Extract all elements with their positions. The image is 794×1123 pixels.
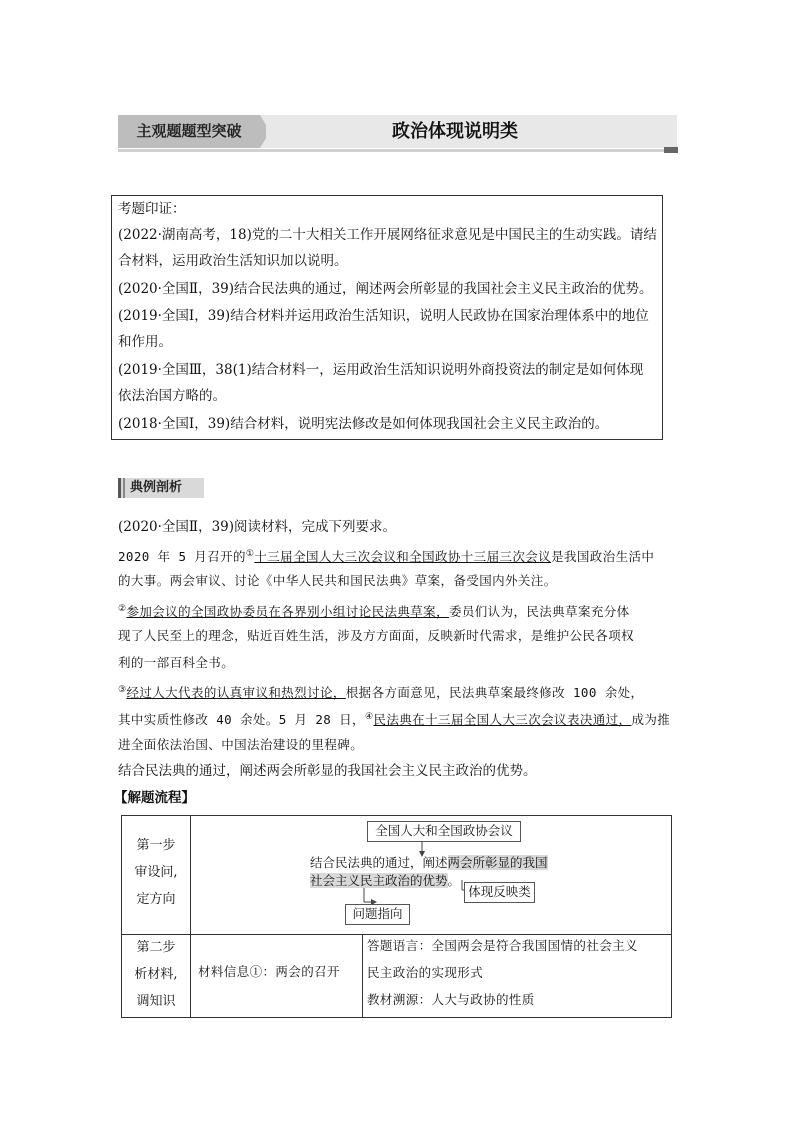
material-paragraph-3b — [118, 708, 670, 729]
banner-tab-label: 主观题题型突破 — [136, 122, 242, 140]
material-paragraph-2b: 现了人民至上的理念，贴近百姓生活，涉及方方面面，反映新时代需求，是维护公民各项权 — [118, 628, 635, 643]
flow-question-highlight: 两会所彰显 — [447, 855, 511, 870]
table-divider — [122, 934, 671, 935]
material-info: 材料信息①：两会的召开 — [198, 964, 340, 979]
answer-language-line2: 民主政治的实现形式 — [367, 965, 484, 980]
exam-line-7: 依法治国方略的。 — [118, 388, 226, 404]
marker-4: ④ — [364, 712, 374, 722]
material-text: 成为推 — [631, 712, 671, 728]
underlined-phrase-4: 民法典在十三届全国人大三次会议表决通过， — [373, 712, 632, 728]
section-tag-label: 典例剖析 — [130, 480, 183, 495]
step1-line3: 定方向 — [136, 892, 176, 907]
flow-question-text: 。 — [447, 873, 461, 888]
exam-line-6: (2019·全国Ⅲ，38(1)结合材料一，运用政治生活知识说明外商投资法的制定是如何体现 — [118, 362, 644, 378]
flow-question-highlight: 社会主义民主政治的优势 — [310, 873, 448, 888]
banner-underline — [118, 149, 667, 152]
material-paragraph-1a — [118, 545, 654, 566]
material-text: 是我国政治生活中 — [551, 549, 655, 565]
step2-line3: 调知识 — [136, 994, 176, 1009]
banner-end-mark — [664, 147, 678, 153]
section-tag-bar-thin — [123, 478, 125, 498]
step1-line2: 审设问, — [134, 865, 178, 880]
flow-right-box: 体现反映类 — [464, 882, 535, 903]
material-text: 委员们认为，民法典草案充分体 — [448, 604, 630, 620]
flow-question-line2 — [310, 872, 460, 890]
exam-line-3: (2020·全国Ⅱ，39)结合民法典的通过，阐述两会所彰显的我国社会主义民主政治的优势。 — [118, 281, 653, 297]
underlined-phrase-3: 经过人大代表的认真审议和热烈讨论， — [126, 685, 346, 701]
section-tag-bar — [118, 478, 121, 498]
exam-line-5: 和作用。 — [118, 334, 172, 350]
step2-line2: 析材料, — [134, 967, 178, 982]
flow-question-line1 — [310, 854, 548, 872]
flow-top-box: 全国人大和全国政协会议 — [367, 821, 521, 842]
process-label: 【解题流程】 — [114, 790, 195, 806]
exam-line-1: (2022·湖南高考，18)党的二十大相关工作开展网络征求意见是中国民主的生动实践。请结 — [118, 227, 657, 243]
exam-evidence-box — [111, 195, 663, 440]
material-text: 根据各方面意见，民法典草案最终修改 100 余处， — [345, 685, 644, 701]
marker-2: ② — [118, 604, 127, 614]
material-paragraph-2c: 利的一部百科全书。 — [118, 655, 235, 670]
answer-language-line1: 答题语言：全国两会是符合我国国情的社会主义 — [367, 938, 638, 953]
material-paragraph-3c: 进全面依法治国、中国法治建设的里程碑。 — [118, 737, 364, 752]
marker-3: ③ — [118, 685, 127, 695]
exam-line-4: (2019·全国Ⅰ，39)结合材料并运用政治生活知识，说明人民政协在国家治理体系中的地位 — [118, 308, 649, 324]
exam-line-2: 合材料，运用政治生活知识加以说明。 — [118, 253, 348, 269]
marker-1: ① — [245, 549, 255, 559]
step2-line1: 第二步 — [136, 940, 176, 955]
example-intro: (2020·全国Ⅱ，39)阅读材料，完成下列要求。 — [118, 519, 397, 535]
step1-line1: 第一步 — [136, 838, 176, 853]
flow-question-highlight: 的我国 — [510, 855, 548, 870]
material-text: 2020 年 5 月召开的 — [118, 549, 246, 565]
section-banner — [118, 115, 677, 148]
textbook-source: 教材溯源：人大与政协的性质 — [367, 992, 535, 1007]
underlined-phrase-2: 参加会议的全国政协委员在各界别小组讨论民法典草案， — [126, 604, 449, 620]
material-paragraph-2a — [118, 600, 630, 621]
exam-box-heading: 考题印证： — [118, 201, 186, 217]
material-text: 其中实质性修改 40 余处。5 月 28 日， — [118, 712, 365, 728]
process-table — [121, 815, 672, 1018]
page-title: 政治体现说明类 — [392, 121, 518, 142]
exam-line-8: (2018·全国Ⅰ，39)结合材料，说明宪法修改是如何体现我国社会主义民主政治的。 — [118, 416, 609, 432]
table-divider — [362, 934, 363, 1017]
material-paragraph-1b: 的大事。两会审议、讨论《中华人民共和国民法典》草案，备受国内外关注。 — [118, 573, 557, 588]
flow-bottom-box: 问题指向 — [345, 904, 410, 925]
flow-question-text: 结合民法典的通过，阐述 — [310, 855, 448, 870]
underlined-phrase-1: 十三届全国人大三次会议和全国政协十三届三次会议 — [254, 549, 552, 565]
material-paragraph-3a — [118, 681, 643, 702]
question-text: 结合民法典的通过，阐述两会所彰显的我国社会主义民主政治的优势。 — [118, 763, 537, 779]
